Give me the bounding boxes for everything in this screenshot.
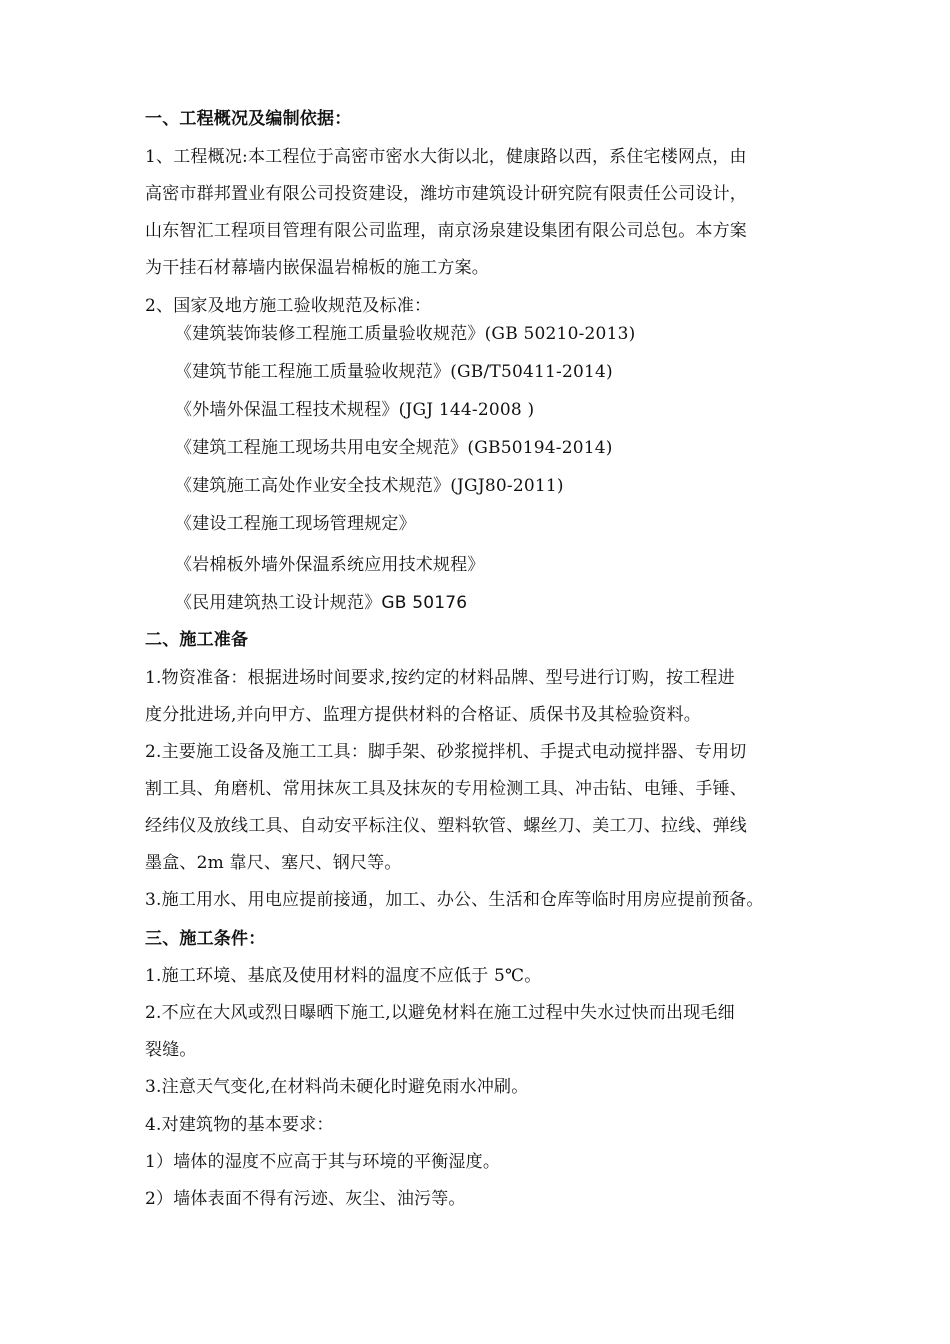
paragraph-line: 墨盒、2m 靠尺、塞尺、钢尺等。 bbox=[145, 853, 402, 873]
standard-item: 《岩棉板外墙外保温系统应用技术规程》 bbox=[175, 555, 485, 575]
paragraph-line: 割工具、角磨机、常用抹灰工具及抹灰的专用检测工具、冲击钻、电锤、手锤、 bbox=[145, 779, 747, 799]
paragraph-line: 裂缝。 bbox=[145, 1040, 197, 1060]
standard-item: 《建筑施工高处作业安全技术规范》(JGJ80-2011) bbox=[175, 476, 564, 496]
standard-item: 《建筑装饰装修工程施工质量验收规范》(GB 50210-2013) bbox=[175, 324, 636, 344]
section-2-heading: 二、施工准备 bbox=[145, 630, 249, 650]
paragraph-line: 2.不应在大风或烈日曝晒下施工,以避免材料在施工过程中失水过快而出现毛细 bbox=[145, 1003, 735, 1023]
paragraph-line: 4.对建筑物的基本要求： bbox=[145, 1115, 334, 1135]
standard-item: 《建筑工程施工现场共用电安全规范》(GB50194-2014) bbox=[175, 438, 613, 458]
section-1-heading: 一、工程概况及编制依据： bbox=[145, 109, 352, 129]
standard-item: 《建设工程施工现场管理规定》 bbox=[175, 514, 416, 534]
standards-title: 2、国家及地方施工验收规范及标准： bbox=[145, 296, 432, 316]
paragraph-line: 1.施工环境、基底及使用材料的温度不应低于 5℃。 bbox=[145, 966, 542, 986]
paragraph-line: 1、工程概况:本工程位于高密市密水大街以北，健康路以西，系住宅楼网点，由 bbox=[145, 147, 747, 167]
standard-item-last bbox=[175, 591, 855, 615]
paragraph-line: 1）墙体的湿度不应高于其与环境的平衡湿度。 bbox=[145, 1152, 501, 1172]
standard-item: 《外墙外保温工程技术规程》(JGJ 144-2008 ) bbox=[175, 400, 535, 420]
standard-item-code: GB 50176 bbox=[381, 593, 468, 613]
paragraph-line: 3.注意天气变化,在材料尚未硬化时避免雨水冲刷。 bbox=[145, 1077, 529, 1097]
paragraph-line: 度分批进场,并向甲方、监理方提供材料的合格证、质保书及其检验资料。 bbox=[145, 705, 702, 725]
section-3-heading: 三、施工条件： bbox=[145, 929, 266, 949]
paragraph-line: 3.施工用水、用电应提前接通，加工、办公、生活和仓库等临时用房应提前预备。 bbox=[145, 890, 764, 910]
paragraph-line: 经纬仪及放线工具、自动安平标注仪、塑料软管、螺丝刀、美工刀、拉线、弹线 bbox=[145, 816, 747, 836]
paragraph-line: 山东智汇工程项目管理有限公司监理，南京汤泉建设集团有限公司总包。本方案 bbox=[145, 221, 747, 241]
paragraph-line: 高密市群邦置业有限公司投资建设，潍坊市建筑设计研究院有限责任公司设计， bbox=[145, 184, 747, 204]
paragraph-line: 2.主要施工设备及施工工具：脚手架、砂浆搅拌机、手提式电动搅拌器、专用切 bbox=[145, 742, 747, 762]
standard-item: 《建筑节能工程施工质量验收规范》(GB/T50411-2014) bbox=[175, 362, 613, 382]
paragraph-line: 1.物资准备：根据进场时间要求,按约定的材料品牌、型号进行订购，按工程进 bbox=[145, 668, 735, 688]
paragraph-line: 为干挂石材幕墙内嵌保温岩棉板的施工方案。 bbox=[145, 258, 489, 278]
paragraph-line: 2）墙体表面不得有污迹、灰尘、油污等。 bbox=[145, 1189, 466, 1209]
standard-item-title: 《民用建筑热工设计规范》 bbox=[175, 593, 382, 613]
